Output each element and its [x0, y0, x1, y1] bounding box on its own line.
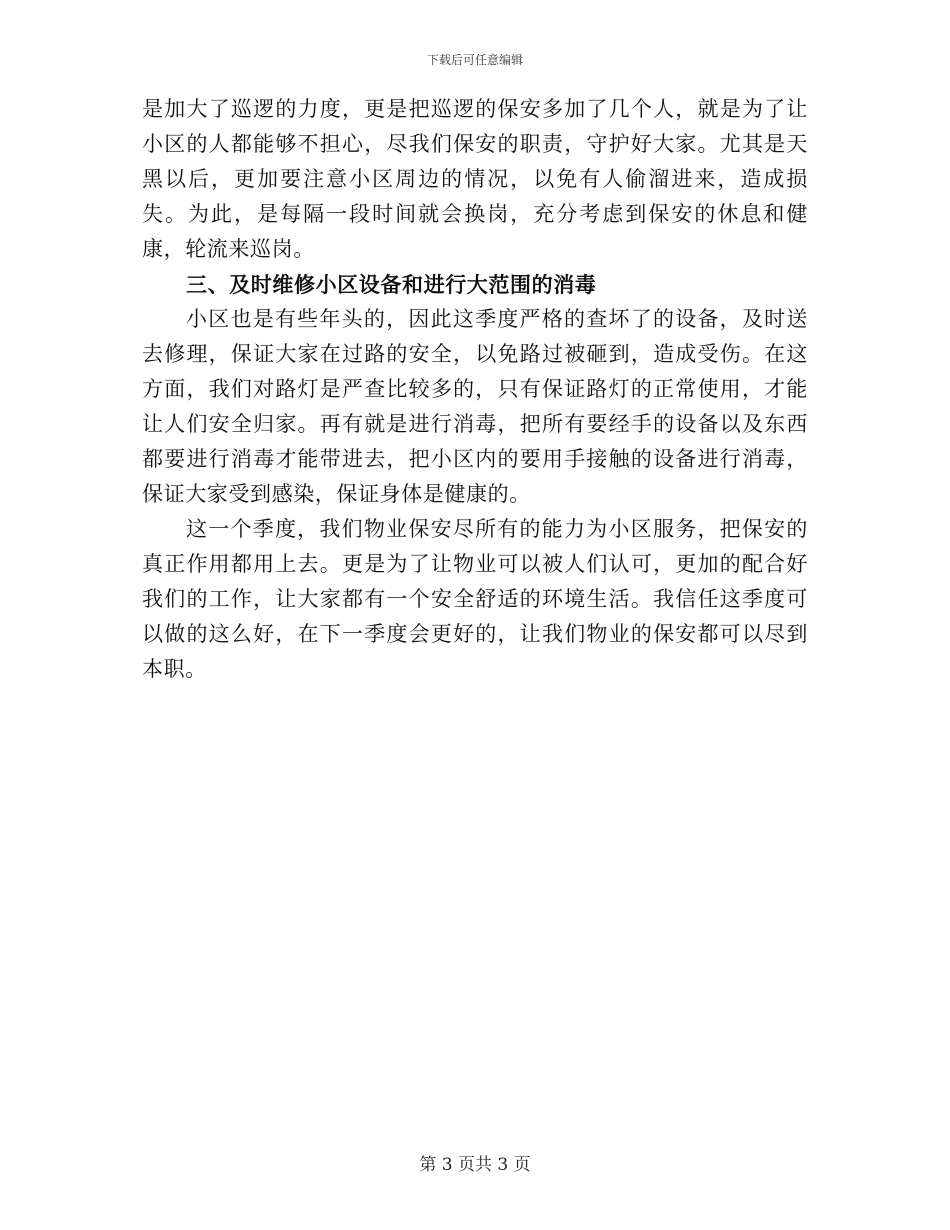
section-heading-3: 三、及时维修小区设备和进行大范围的消毒 [186, 272, 597, 297]
paragraph-summary: 这一个季度，我们物业保安尽所有的能力为小区服务，把保安的真正作用都用上去。更是为了让物业可以被人们认可，更加的配合好我们的工作，让大家都有一个安全舒适的环境生活。我信任这季度可以做的这么好，在下一季度会更好的，让我们物业的保安都可以尽到本职。 [142, 517, 808, 681]
paragraph-maintenance: 小区也是有些年头的，因此这季度严格的查坏了的设备，及时送去修理，保证大家在过路的安全，以免路过被砸到，造成受伤。在这方面，我们对路灯是严查比较多的，只有保证路灯的正常使用，才能让人们安全归家。再有就是进行消毒，把所有要经手的设备以及东西都要进行消毒才能带进去，把小区内的要用手接触的设备进行消毒，保证大家受到感染，保证身体是健康的。 [142, 307, 808, 506]
page-number: 第 3 页共 3 页 [419, 1155, 531, 1175]
page-header: 下载后可任意编辑 [426, 53, 523, 67]
document-body [142, 92, 808, 687]
paragraph-continuation: 是加大了巡逻的力度，更是把巡逻的保安多加了几个人，就是为了让小区的人都能够不担心，尽我们保安的职责，守护好大家。尤其是天黑以后，更加要注意小区周边的情况，以免有人偷溜进来，造成损失。为此，是每隔一段时间就会换岗，充分考虑到保安的休息和健康，轮流来巡岗。 [142, 97, 808, 261]
